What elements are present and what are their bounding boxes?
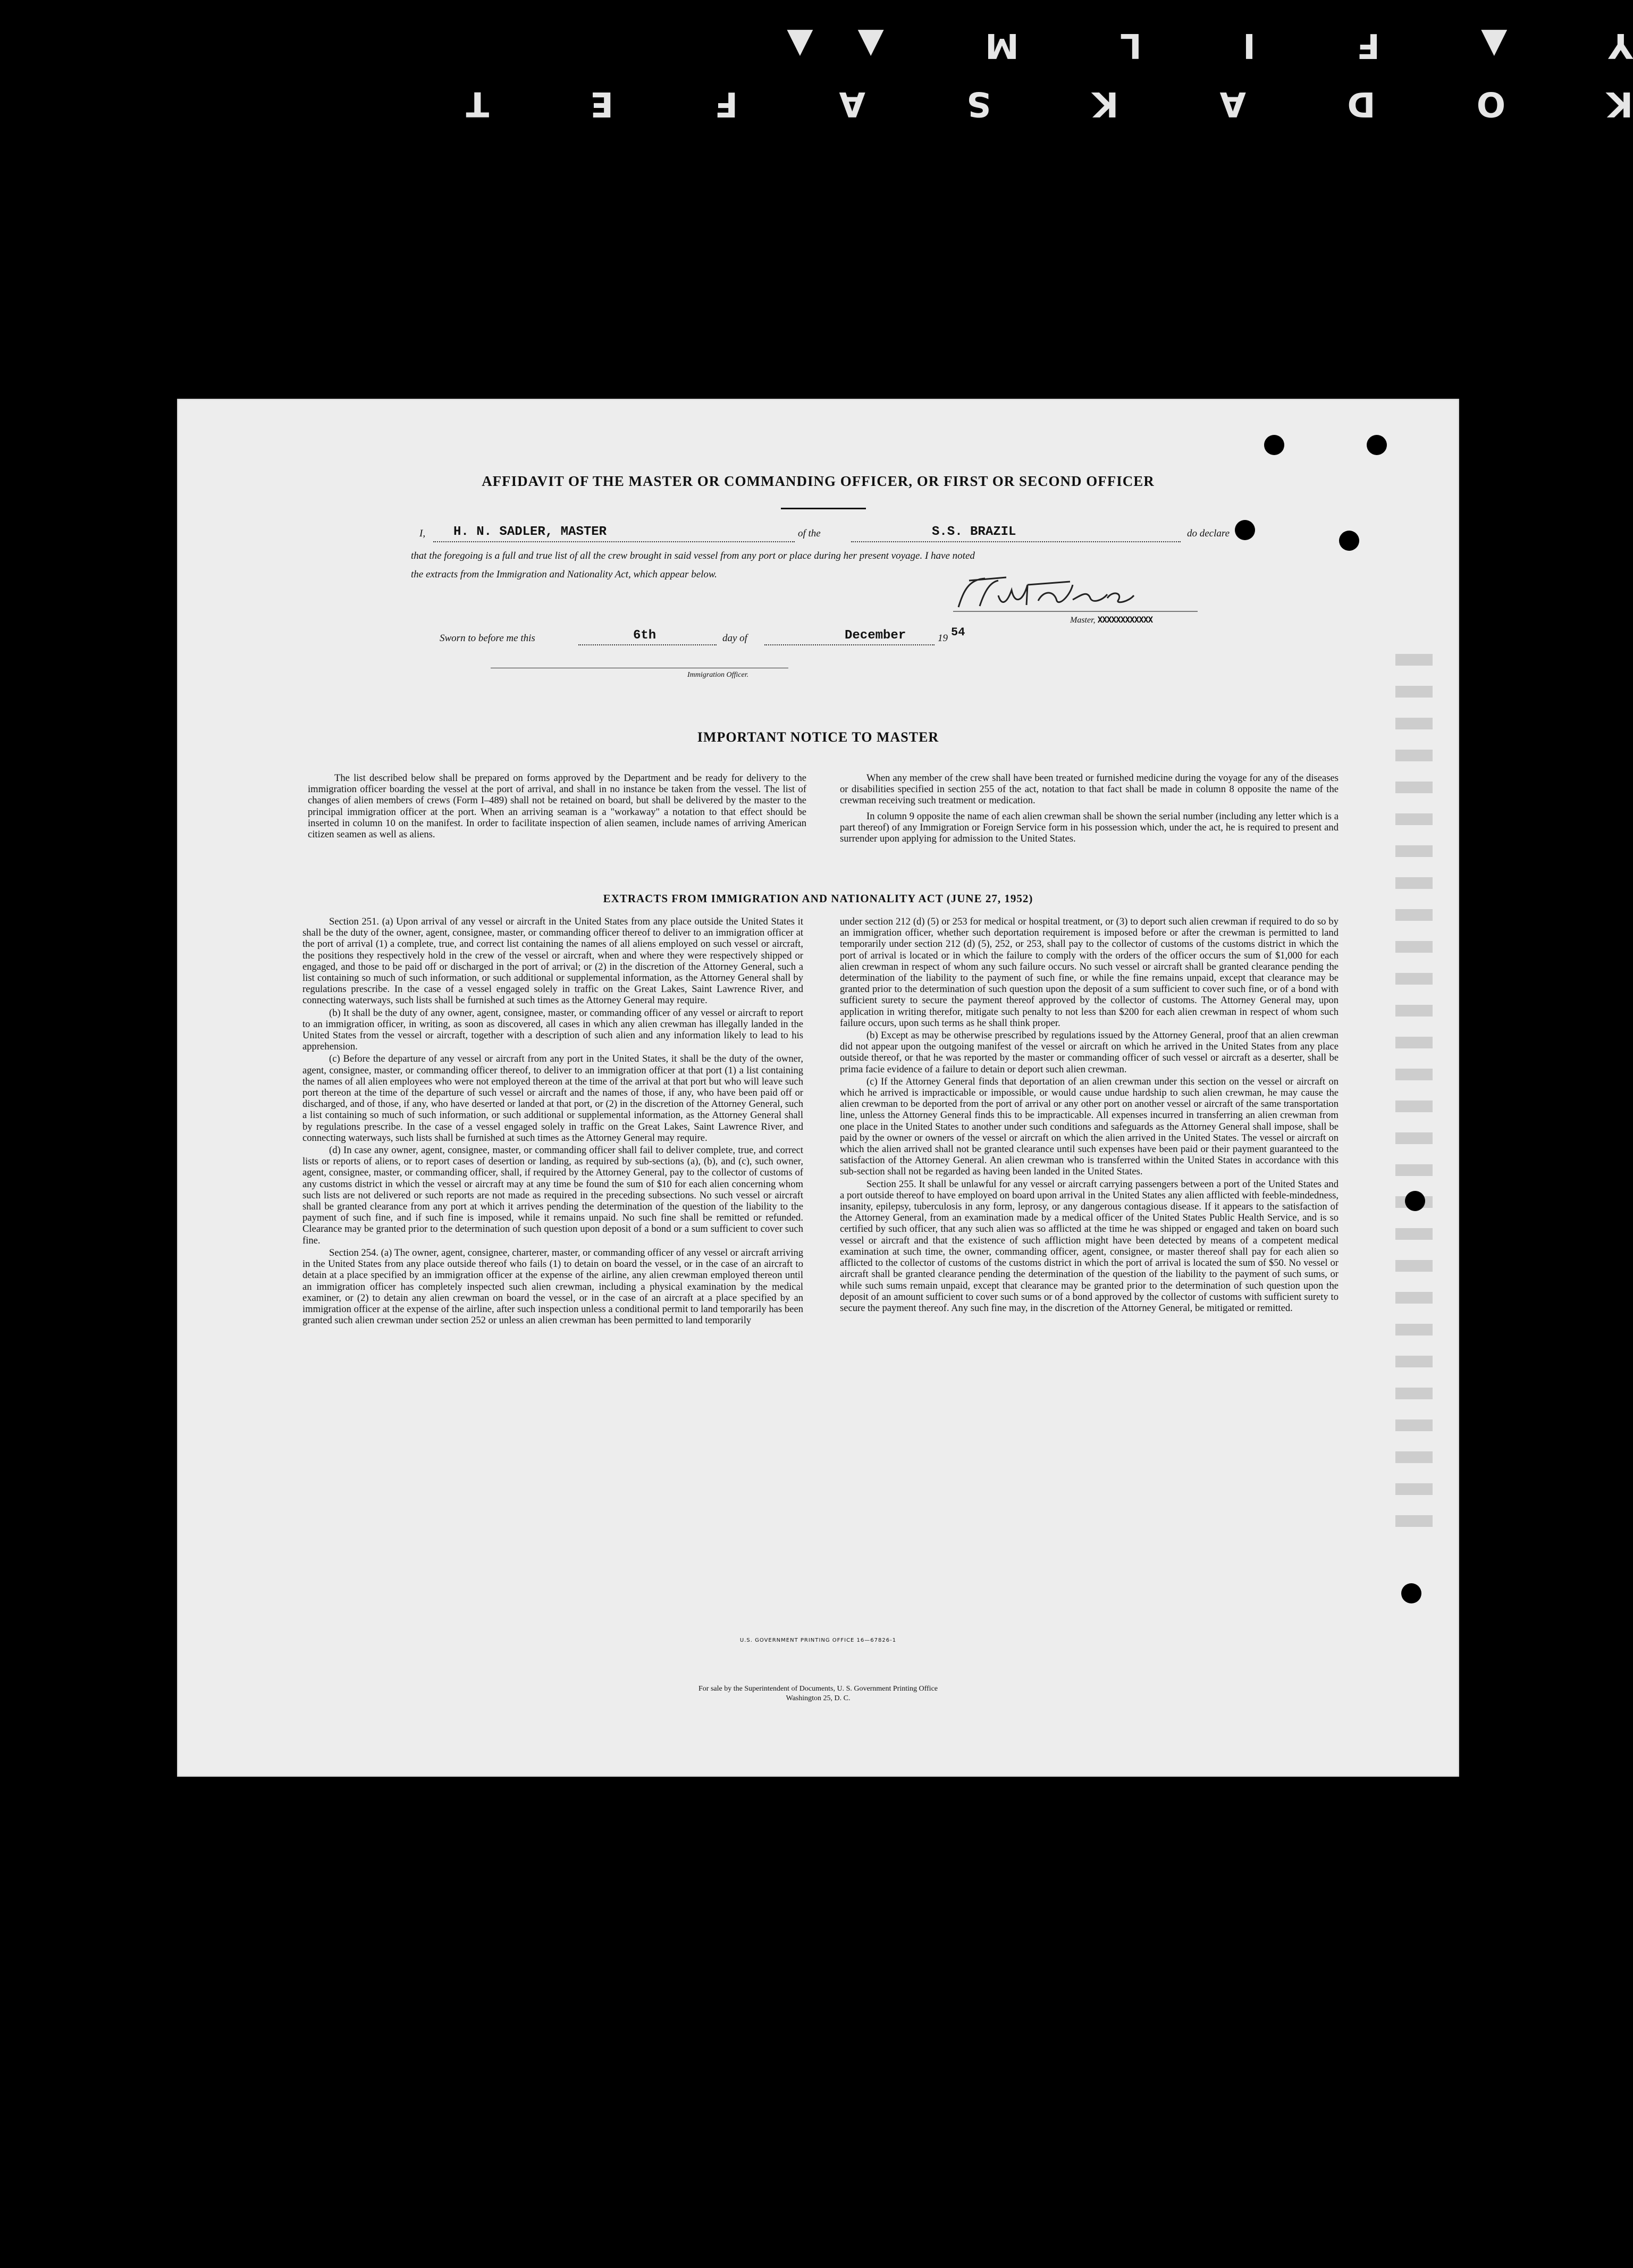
- officer-label: Immigration Officer.: [687, 671, 749, 679]
- punch-hole: [1367, 435, 1387, 455]
- sale-line-2: Washington 25, D. C.: [786, 1694, 851, 1702]
- affidavit-document-page: [177, 399, 1459, 1777]
- show-through-marks: [1385, 654, 1443, 1547]
- extract-paragraph: (c) If the Attorney General finds that deportation of an alien crewman under this section on the vessel or aircraft on which he arrived is impracticable or impossible, or would cause undue hardship to such alien crewman, he may cause the alien crewman to be deported from the port of arrival or any other port on another vessel or aircraft of the same transportation line, unless the Attorney General finds this to be impracticable. All expenses incurred in transferring an alien crewman from one place in the United States to another under such conditions and safeguards as the Attorney General shall impose, shall be paid by the owner or owners of the vessel or aircraft on which the alien arrived in the United States. The vessel or aircraft on which the alien arrived shall not be granted clearance until such expenses have been paid or their payment guaranteed to the satisfaction of the Attorney General. An alien crewman who is transferred within the United States in accordance with this sub-section shall not be regarded as having been landed in the United States.: [840, 1076, 1339, 1178]
- name-underline: [433, 541, 795, 542]
- notice-left-paragraph: The list described below shall be prepared on forms approved by the Department and be ready for delivery to the immigration officer boarding the vessel at the port of arrival, and shall in no instance be taken from the vessel. The list of changes of alien members of crews (Form I–489) shall not be retained on board, but shall be delivered by the master to the principal immigration officer at the port. When an arriving seaman is a "workaway" a notation to that effect should be inserted in column 10 on the manifest. In order to facilitate inspection of alien seamen, include names of arriving American citizen seamen as well as aliens.: [308, 772, 806, 841]
- vessel-name: S.S. BRAZIL: [932, 525, 1016, 539]
- sworn-label: Sworn to before me this: [440, 633, 535, 644]
- film-edge-text: K O D A K S A F E T Y ▲ F I L M ▲▲: [421, 26, 1633, 123]
- printing-office-imprint: U.S. GOVERNMENT PRINTING OFFICE 16—67826-1: [739, 1637, 897, 1643]
- pre-name-label: I,: [419, 528, 426, 539]
- notice-right-paragraph-2: In column 9 opposite the name of each alien crewman shall be shown the serial number (including any letter which is a part thereof) of any Immigration or Foreign Service form in his possession which, under the act, he is required to present and surrender upon applying for admission to the United States.: [840, 810, 1339, 845]
- extract-paragraph: Section 255. It shall be unlawful for any vessel or aircraft carrying passengers between a port of the United States and a port outside thereof to have employed on board upon arrival in the United States any alien afflicted with feeble-mindedness, insanity, epilepsy, tuberculosis in any form, leprosy, or any dangerous contagious disease. If it appears to the satisfaction of the Attorney General, from an examination made by a medical officer of the United States Public Health Service, and is so certified by such officer, that any such alien was so afflicted at the time he was shipped or engaged and taken on board such vessel or aircraft and that the existence of such affliction might have been detected by means of a competent medical examination at such time, the owner, commanding officer, agent, consignee, or master thereof shall pay for each alien so afflicted to the collector of customs of the customs district in which the port of arrival is located the sum of $50. No vessel or aircraft shall be granted clearance pending the determination of the question of the liability to the payment of such sums, or while such sums remain unpaid, except that clearance may be granted prior to the determination of such question upon the deposit of an amount sufficient to cover such sums or of a bond approved by the collector of customs with sufficient surety to secure the payment thereof. Any such fine may, in the discretion of the Attorney General, be mitigated or remitted.: [840, 1178, 1339, 1314]
- punch-hole: [1401, 1583, 1421, 1603]
- extracts-left-column: [302, 916, 803, 1327]
- notice-left-column: [308, 772, 806, 841]
- extract-paragraph: Section 251. (a) Upon arrival of any vessel or aircraft in the United States from any place outside the United States it shall be the duty of the owner, agent, consignee, master, or commanding officer thereof to deliver to an immigration officer at the port of arrival (1) a complete, true, and correct list containing the names of all aliens employed on such vessel or aircraft, the positions they respectively hold in the crew of the vessel or aircraft, when and where they were respectively shipped or engaged, and those to be paid off or discharged in the port of arrival; or (2) in the discretion of the Attorney General, such a list containing so much of such information, or such additional or supplemental information, as the Attorney General shall by regulations prescribe. In the case of a vessel engaged solely in traffic on the Great Lakes, Saint Lawrence River, and connecting waterways, such lists shall be furnished at such times as the Attorney General may require.: [302, 916, 803, 1006]
- extract-paragraph: (c) Before the departure of any vessel or aircraft from any port in the United States, it shall be the duty of the owner, agent, consignee, master, or commanding officer thereof, to deliver to an immigration officer at that port (1) a list containing the names of all alien employees who were not employed thereon at the time of the arrival at that port but who will leave such port thereon at the time of the departure of such vessel or aircraft and the names of those, if any, who have been paid off or discharged, and of those, if any, who have deserted or landed at that port, or (2) in the discretion of the Attorney General, such a list containing so much of such information, or such additional or supplemental information, as the Attorney General shall by regulations prescribe. In the case of a vessel engaged solely in traffic on the Great Lakes, Saint Lawrence River, and connecting waterways, such lists shall be furnished at such times as the Attorney General may require.: [302, 1053, 803, 1144]
- day-of-label: day of: [722, 633, 747, 644]
- sale-notice: [177, 1684, 1459, 1703]
- film-edge-marking: [0, 16, 1633, 123]
- year-prefix: 19: [938, 633, 948, 644]
- extract-paragraph: (b) It shall be the duty of any owner, agent, consignee, master, or commanding officer of any vessel or aircraft to report to an immigration officer, in writing, as soon as discovered, all cases in which any alien crewman has illegally landed in the United States from the vessel or aircraft, together with a description of such alien and any information likely to lead to his apprehension.: [302, 1007, 803, 1053]
- notice-right-paragraph-1: When any member of the crew shall have been treated or furnished medicine during the voyage for any of the diseases or disabilities specified in section 255 of the act, notation to that fact shall be made in column 8 opposite the name of the crewman receiving such treatment or medication.: [840, 772, 1339, 807]
- sworn-day: 6th: [633, 628, 656, 643]
- declaration-text-1: that the foregoing is a full and true list of all the crew brought in said vessel from any port or place during her present voyage. I have noted: [411, 550, 975, 561]
- title-rule: [781, 508, 866, 509]
- extracts-title: EXTRACTS FROM IMMIGRATION AND NATIONALITY ACT (JUNE 27, 1952): [603, 892, 1033, 905]
- notice-title: IMPORTANT NOTICE TO MASTER: [697, 729, 939, 745]
- master-name: H. N. SADLER, MASTER: [453, 525, 607, 539]
- sworn-month: December: [845, 628, 906, 643]
- day-underline: [578, 644, 717, 645]
- affidavit-title: AFFIDAVIT OF THE MASTER OR COMMANDING OFFICER, OR FIRST OR SECOND OFFICER: [482, 473, 1155, 489]
- of-the-label: of the: [798, 528, 821, 539]
- extract-paragraph: Section 254. (a) The owner, agent, consignee, charterer, master, or commanding officer of any vessel or aircraft arriving in the United States from any place outside thereof who fails (1) to detain on board the vessel, or in the case of an aircraft to detain at a place specified by an immigration officer at the expense of the airline, any alien crewman employed thereon until an immigration officer has completely inspected such alien crewman, including a physical examination by the medical examiner, or (2) to detain any alien crewman on board the vessel, or in the case of an aircraft at a place specified by an immigration officer at the expense of the airline, after such inspection unless a conditional permit to land temporarily has been granted such alien crewman under section 252 or unless an alien crewman has been permitted to land temporarily: [302, 1247, 803, 1326]
- extract-paragraph: (b) Except as may be otherwise prescribed by regulations issued by the Attorney General, proof that an alien crewman did not appear upon the outgoing manifest of the vessel or aircraft on which he arrived in the United States from any place outside thereof, or that he was reported by the master or commanding officer of such vessel or aircraft as a deserter, shall be prima facie evidence of a failure to detain or deport such alien crewman.: [840, 1030, 1339, 1075]
- master-signature: [948, 574, 1203, 617]
- master-label-text: Master,: [1070, 616, 1096, 625]
- extract-paragraph: (d) In case any owner, agent, consignee, master, or commanding officer shall fail to deliver complete, true, and correct lists or reports of aliens, or to report cases of desertion or landing, as required by sub-sections (a), (b), and (c), such owner, agent, consignee, master, or commanding officer, shall, if required by the Attorney General, pay to the collector of customs of any customs district in which the vessel or aircraft may at any time be found the sum of $10 for each alien concerning whom such lists are not delivered or such reports are not made as required in the preceding subsections. No such vessel or aircraft shall be granted clearance from any port at which it arrives pending the determination of the question of the liability to the payment of such fine, and if such fine is imposed, while it remains unpaid. No such fine shall be remitted or refunded. Clearance may be granted prior to the determination of such question upon deposit of a bond or a sum sufficient to cover such fine.: [302, 1145, 803, 1246]
- extract-paragraph: under section 212 (d) (5) or 253 for medical or hospital treatment, or (3) to deport such alien crewman if required to do so by an immigration officer, whether such deportation requirement is imposed before or after the crewman is permitted to land temporarily under section 212 (d) (5), 252, or 253, shall pay to the collector of customs of the customs district in which the port of arrival is located or in which the failure to comply with the orders of the officer occurs the sum of $1,000 for each alien crewman in respect of whom any such failure occurs. No such vessel or aircraft shall be granted clearance pending the determination of the liability to the payment of such fine, or while the fine remains unpaid, except that clearance may be granted prior to the determination of such question upon the deposit of a sum sufficient to cover such fine, or of a bond with sufficient surety to secure the payment thereof approved by the collector of customs. The Attorney General may, upon application in writing therefor, mitigate such penalty to not less than $200 for each alien crewman in respect of whom such failure occurs, upon such terms as he shall think proper.: [840, 916, 1339, 1029]
- vessel-underline: [851, 541, 1181, 542]
- sale-line-1: For sale by the Superintendent of Documents, U. S. Government Printing Office: [698, 1685, 938, 1693]
- notice-right-column: [840, 772, 1339, 845]
- struck-title: XXXXXXXXXXXX: [1097, 615, 1153, 625]
- do-declare-label: do declare: [1187, 528, 1230, 539]
- punch-hole: [1264, 435, 1284, 455]
- extracts-right-column: [840, 916, 1339, 1315]
- declaration-text-2: the extracts from the Immigration and Nationality Act, which appear below.: [411, 569, 717, 580]
- year-suffix: 54: [951, 626, 965, 639]
- master-label: [1070, 615, 1152, 625]
- reverse-show-through: [1385, 654, 1443, 1547]
- punch-hole: [1405, 1191, 1425, 1211]
- month-underline: [764, 644, 935, 645]
